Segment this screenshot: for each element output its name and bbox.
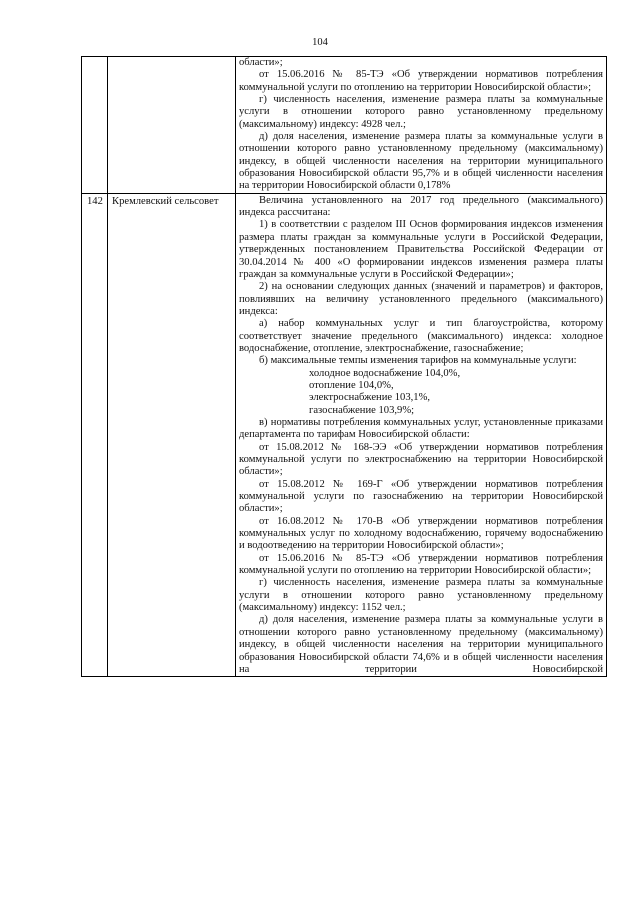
municipality-name (108, 57, 235, 59)
page-number: 104 (312, 37, 328, 48)
paragraph: от 15.08.2012 № 169-Г «Об утверждении нормативов потребления коммунальной услуги по газоснабжению на территории Новосибирской области»; (239, 478, 603, 515)
paragraph: холодное водоснабжение 104,0%, (309, 367, 461, 379)
table-row (82, 193, 607, 676)
paragraph: от 15.06.2016 № 85-ТЭ «Об утверждении нормативов потребления коммунальной услуги по отоплению на территории Новосибирской области»; (239, 69, 603, 93)
paragraph: от 15.08.2012 № 168-ЭЭ «Об утверждении нормативов потребления коммунальной услуги по электроснабжению на территории Новосибирской области»; (239, 441, 603, 478)
description-cell (236, 57, 607, 194)
row-number (82, 57, 107, 59)
description-cell (236, 193, 607, 676)
paragraph: от 16.08.2012 № 170-В «Об утверждении нормативов потребления коммунальных услуг по холодному водоснабжению, горячему водоснабжению и водоотведению на территории Новосибирской области»; (239, 515, 603, 552)
municipality-cell (108, 193, 236, 676)
paragraph: 2) на основании следующих данных (значений и параметров) и факторов, повлиявших на величину установленного предельного (максимального) индекса: (239, 281, 603, 317)
paragraph: области»; (239, 57, 283, 68)
table-row (82, 57, 607, 194)
paragraph: г) численность населения, изменение размера платы за коммунальные услуги в отношении которого равно установленному предельному (максимальному) индексу: 1152 чел.; (239, 577, 603, 614)
paragraph: отопление 104,0%, (309, 379, 394, 391)
paragraph: Величина установленного на 2017 год предельного (максимального) индекса рассчитана: (239, 194, 603, 219)
paragraph: а) набор коммунальных услуг и тип благоустройства, которому соответствует значение предельного (максимального) индекса: холодное водоснабжение, отопление, электроснабжение, газоснабжение; (239, 318, 603, 354)
paragraph: г) численность населения, изменение размера платы за коммунальные услуги в отношении которого равно установленному предельному (максимальному) индексу: 4928 чел.; (239, 94, 603, 130)
municipality-name: Кремлевский сельсовет (112, 195, 219, 207)
row-number-cell (82, 193, 108, 676)
paragraph: от 15.06.2016 № 85-ТЭ «Об утверждении нормативов потребления коммунальной услуги по отоплению на территории Новосибирской области»; (239, 552, 603, 577)
paragraph: в) нормативы потребления коммунальных услуг, установленные приказами департамента по тарифам Новосибирской области: (239, 416, 603, 441)
paragraph: д) доля населения, изменение размера платы за коммунальные услуги в отношении которого равно установленному предельному (максимальному) индексу, в общей численности населения на территории муниципального образования Новосибирской области 95,7% и в общей численности населения на территории Новосибирской области 0,178% (239, 131, 603, 192)
paragraph: б) максимальные темпы изменения тарифов на коммунальные услуги: (259, 355, 577, 367)
row-number: 142 (87, 195, 103, 207)
paragraph: 1) в соответствии с разделом III Основ формирования индексов изменения размера платы граждан за коммунальные услуги в Российской Федерации, утвержденных постановлением Правительства Российской Федерации от 30.04.2014 № 400 «О формировании индексов изменения размера платы граждан за коммунальные услуги в Российской Федерации»; (239, 219, 603, 280)
document-table (81, 56, 607, 677)
paragraph: газоснабжение 103,9%; (309, 404, 415, 416)
paragraph: д) доля населения, изменение размера платы за коммунальные услуги в отношении которого равно установленному предельному (максимальному) индексу, в общей численности населения на территории муниципального образования Новосибирской области 74,6% и в общей численности населения на территории Новосибирской (239, 614, 603, 675)
paragraph: электроснабжение 103,1%, (309, 392, 431, 404)
municipality-cell (108, 57, 236, 194)
row-number-cell (82, 57, 108, 194)
